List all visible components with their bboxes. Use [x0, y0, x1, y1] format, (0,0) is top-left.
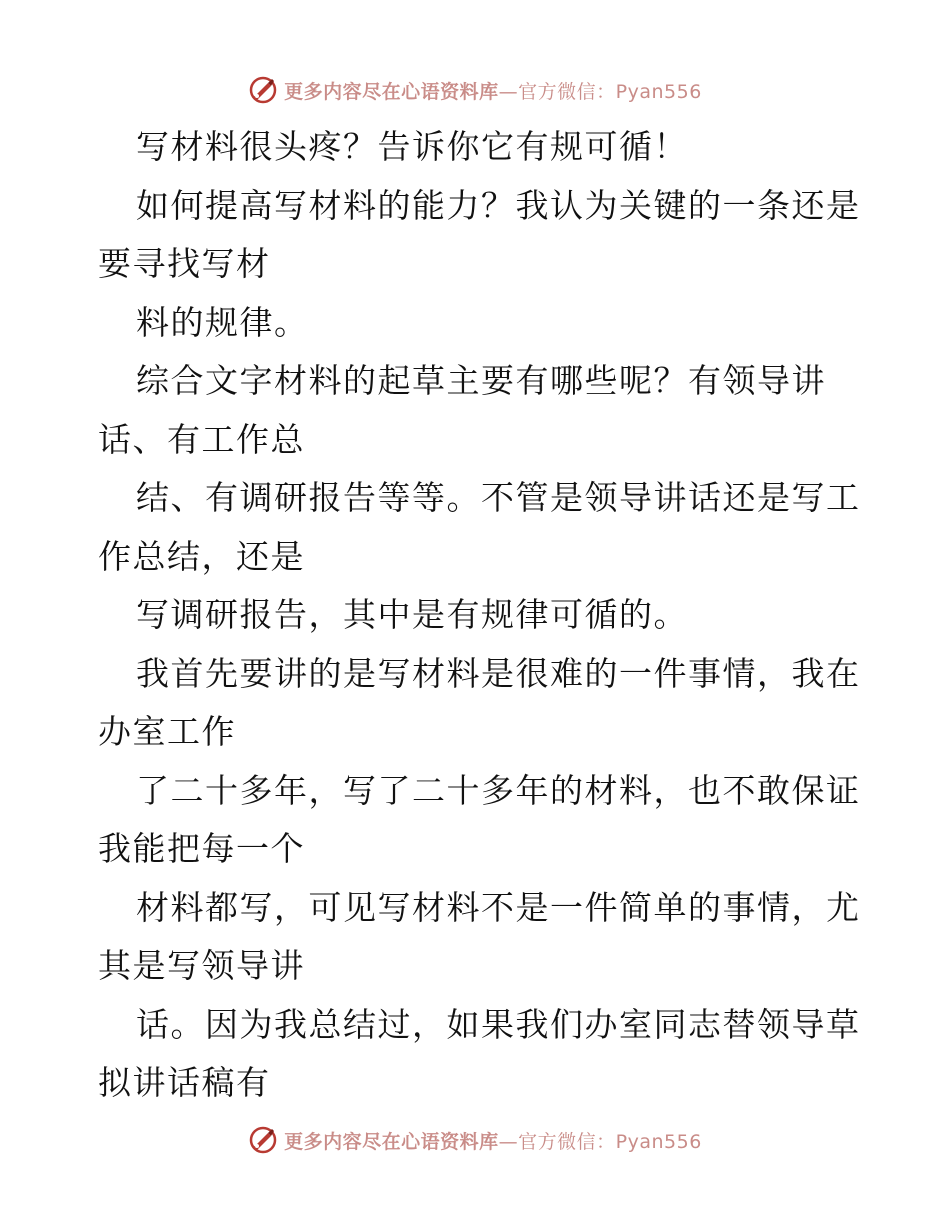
text-line: 话。因为我总结过，如果我们办室同志替领导草 [136, 1004, 861, 1044]
text-line: 写调研报告，其中是有规律可循的。 [136, 595, 688, 634]
text-line: 要寻找写材 [98, 244, 271, 283]
text-line: 了二十多年，写了二十多年的材料，也不敢保证 [136, 770, 861, 810]
banner-wechat: 官方微信：Pyan556 [518, 80, 702, 103]
banner-title: 更多内容尽在心语资料库 [284, 80, 499, 103]
banner-wechat: 官方微信：Pyan556 [518, 1130, 702, 1153]
text-line: 材料都写，可见写材料不是一件简单的事情，尤 [136, 887, 861, 927]
text-line: 办室工作 [98, 712, 236, 751]
text-line: 写材料很头疼？告诉你它有规可循！ [136, 127, 688, 166]
pen-logo-icon [248, 1125, 278, 1155]
text-line: 其是写领导讲 [98, 946, 305, 985]
pen-logo-icon [248, 75, 278, 105]
banner-separator: — [498, 80, 519, 103]
text-line: 我能把每一个 [98, 829, 305, 868]
banner-separator: — [498, 1130, 519, 1153]
text-line: 综合文字材料的起草主要有哪些呢？有领导讲 [136, 361, 826, 400]
banner-label [284, 1127, 702, 1154]
banner-title: 更多内容尽在心语资料库 [284, 1130, 499, 1153]
text-line: 我首先要讲的是写材料是很难的一件事情，我在 [136, 653, 861, 693]
text-line: 料的规律。 [136, 302, 309, 342]
text-line: 结、有调研报告等等。不管是领导讲话还是写工 [136, 478, 861, 517]
text-line: 作总结，还是 [98, 536, 305, 576]
document-body [98, 118, 861, 1113]
footer-banner [0, 1120, 950, 1160]
banner-label [284, 77, 702, 104]
text-line: 如何提高写材料的能力？我认为关键的一条还是 [136, 185, 861, 225]
text-line: 拟讲话稿有 [98, 1063, 271, 1102]
text-line: 话、有工作总 [98, 419, 305, 459]
header-banner [0, 70, 950, 110]
